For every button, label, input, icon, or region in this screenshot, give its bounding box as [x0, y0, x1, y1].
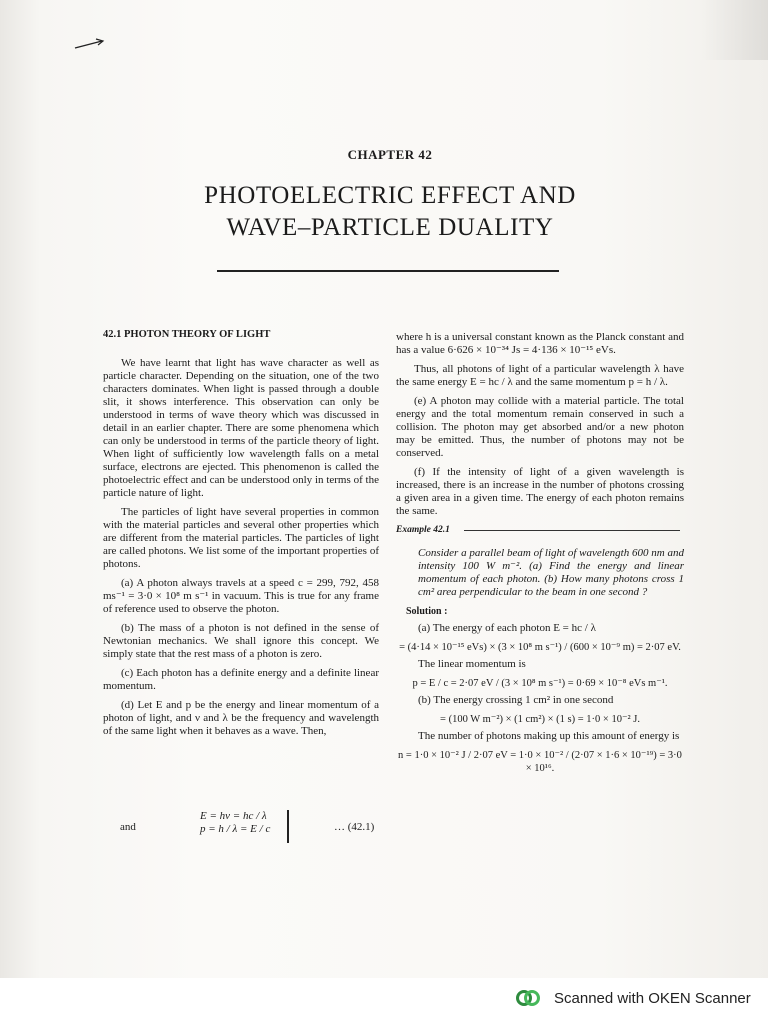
equation-line-1: E = hν = hc / λ: [200, 810, 267, 822]
property-e: (e) A photon may collide with a material particle. The total energy and the total momentum remain conserved in such a collision. The photon may get absorbed and/or a new photon may be emitted. Thus, the number of photons may not be conserved.: [396, 395, 684, 459]
right-column: [396, 331, 684, 779]
example-question: Consider a parallel beam of light of wavelength 600 nm and intensity 100 W m⁻². (a) Find the energy and linear momentum of each photon. (b) How many photons cross 1 cm² area perpendicular to the beam in one second ?: [418, 547, 684, 598]
pen-mark-arrow-icon: [74, 38, 106, 50]
formula-energy: = (4·14 × 10⁻¹⁵ eVs) × (3 × 10⁸ m s⁻¹) / (600 × 10⁻⁹ m) = 2·07 eV.: [399, 642, 681, 653]
property-d: (d) Let E and p be the energy and linear momentum of a photon of light, and ν and λ be the frequency and wavelength of the same light when it behaves as a wave. Then,: [103, 699, 379, 737]
formula-momentum: p = E / c = 2·07 eV / (3 × 10⁸ m s⁻¹) = 0·69 × 10⁻⁸ eVs m⁻¹.: [412, 678, 668, 689]
equation-number: … (42.1): [334, 821, 375, 833]
paragraph: The particles of light have several properties in common with the material particles and several other properties which are different from the material particles. The particles of light are called photons. We list some of the important properties of photons.: [103, 506, 379, 570]
paragraph: where h is a universal constant known as the Planck constant and has a value 6·626 × 10⁻³⁴ Js = 4·136 × 10⁻¹⁵ eVs.: [396, 331, 684, 356]
section-heading: 42.1 PHOTON THEORY OF LIGHT: [103, 329, 271, 340]
chapter-label: CHAPTER 42: [347, 147, 433, 162]
property-f: (f) If the intensity of light of a given wavelength is increased, there is an increase in the number of photons crossing a given area in a given time. The energy of each photon remains the same.: [396, 466, 684, 517]
property-b: (b) The mass of a photon is not defined in the sense of Newtonian mechanics. We shall ignore this concept. We simply state that the rest mass of a photon is zero.: [103, 622, 379, 660]
paragraph: We have learnt that light has wave character as well as particle character. Depending on the situation, one of the two characters dominates. When light is passed through a double slit, it shows interference. This observation can only be understood in terms of wave theory which was discussed in detail in an earlier chapter. There are some phenomena which can only be understood in terms of the particle theory of light. When light of sufficiently low wavelength falls on a metal surface, electrons are ejected. This phenomenon is called the photoelectric effect and can be understood only in terms of the particle nature of light.: [103, 357, 379, 499]
chapter-title: [0, 180, 768, 244]
left-column: [103, 328, 379, 744]
example-heading-rule: [464, 530, 680, 531]
page-edge-shadow: [700, 0, 768, 60]
scanner-watermark: [516, 988, 751, 1008]
solution-step-a: (a) The energy of each photon E = hc / λ: [418, 622, 596, 634]
oken-scanner-logo-icon: [516, 988, 540, 1008]
paragraph: Thus, all photons of light of a particular wavelength λ have the same energy E = hc / λ and the same momentum p = h / λ.: [396, 363, 684, 388]
title-line-1: PHOTOELECTRIC EFFECT AND: [204, 182, 576, 209]
example-heading: [396, 524, 684, 537]
equation-and-label: and: [120, 821, 136, 833]
solution-label: Solution :: [406, 606, 448, 617]
formula-photon-count: n = 1·0 × 10⁻² J / 2·07 eV = 1·0 × 10⁻² / (2·07 × 1·6 × 10⁻¹⁹) = 3·0 × 10¹⁶.: [398, 750, 682, 774]
title-line-2: WAVE–PARTICLE DUALITY: [226, 214, 554, 241]
formula-energy-crossing: = (100 W m⁻²) × (1 cm²) × (1 s) = 1·0 × 10⁻² J.: [440, 714, 640, 725]
scanner-watermark-text: Scanned with OKEN Scanner: [554, 989, 751, 1007]
solution-step-momentum: The linear momentum is: [418, 658, 526, 670]
property-c: (c) Each photon has a definite energy and a definite linear momentum.: [103, 667, 379, 692]
equation-line-2: p = h / λ = E / c: [200, 823, 271, 835]
equation-brace: [287, 810, 289, 843]
property-a: (a) A photon always travels at a speed c = 299, 792, 458 ms⁻¹ = 3·0 × 10⁸ m s⁻¹ in vacuum. This is true for any frame of reference used to observe the photon.: [103, 577, 379, 615]
title-divider: [217, 270, 559, 272]
example-heading-label: Example 42.1: [396, 525, 450, 535]
solution-step-count: The number of photons making up this amount of energy is: [418, 730, 680, 742]
solution-step-b: (b) The energy crossing 1 cm² in one second: [418, 694, 614, 706]
